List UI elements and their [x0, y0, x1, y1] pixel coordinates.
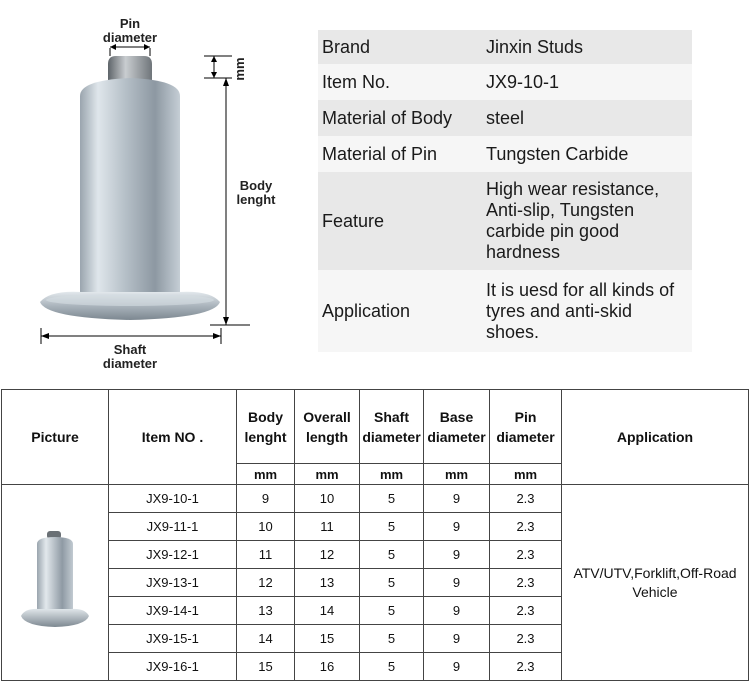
cell-overall-length: 16 — [295, 653, 360, 681]
spec-value: JX9-10-1 — [482, 64, 692, 100]
product-table — [1, 389, 749, 681]
unit-cell: mm — [237, 464, 295, 485]
cell-base-diameter: 9 — [424, 597, 490, 625]
header-item-no: Item NO . — [109, 390, 237, 485]
cell-body-length: 15 — [237, 653, 295, 681]
cell-shaft-diameter: 5 — [360, 541, 424, 569]
stud-pin — [108, 56, 152, 80]
cell-body-length: 10 — [237, 513, 295, 541]
pin-diameter-label — [90, 17, 170, 45]
spec-key: Material of Body — [318, 100, 482, 136]
cell-overall-length: 10 — [295, 485, 360, 513]
spec-value: steel — [482, 100, 692, 136]
cell-shaft-diameter: 5 — [360, 653, 424, 681]
cell-pin-diameter: 2.3 — [490, 625, 562, 653]
shaft-label-line2: diameter — [102, 356, 158, 371]
cell-base-diameter: 9 — [424, 569, 490, 597]
product-picture-cell — [2, 485, 109, 681]
unit-cell: mm — [490, 464, 562, 485]
cell-base-diameter: 9 — [424, 513, 490, 541]
body-length-label — [228, 179, 284, 207]
cell-shaft-diameter: 5 — [360, 513, 424, 541]
spec-key: Material of Pin — [318, 136, 482, 172]
body-label-line2: lenght — [236, 192, 276, 207]
pin-label-line2: diameter — [102, 30, 158, 45]
stud-body — [80, 78, 180, 296]
header-overall-length: Overall length — [295, 390, 360, 464]
cell-item-no: JX9-12-1 — [109, 541, 237, 569]
cell-pin-diameter: 2.3 — [490, 513, 562, 541]
header-row — [2, 390, 749, 464]
cell-body-length: 9 — [237, 485, 295, 513]
cell-item-no: JX9-14-1 — [109, 597, 237, 625]
spec-key: Brand — [318, 30, 482, 64]
cell-shaft-diameter: 5 — [360, 485, 424, 513]
cell-application: ATV/UTV,Forklift,Off-Road Vehicle — [562, 485, 749, 681]
spec-row-item-no — [318, 64, 692, 100]
spec-key: Item No. — [318, 64, 482, 100]
spec-table — [318, 30, 692, 352]
cell-overall-length: 12 — [295, 541, 360, 569]
cell-body-length: 12 — [237, 569, 295, 597]
cell-body-length: 14 — [237, 625, 295, 653]
cell-overall-length: 11 — [295, 513, 360, 541]
spec-row-application — [318, 270, 692, 352]
cell-item-no: JX9-11-1 — [109, 513, 237, 541]
cell-overall-length: 14 — [295, 597, 360, 625]
cell-pin-diameter: 2.3 — [490, 541, 562, 569]
cell-shaft-diameter: 5 — [360, 569, 424, 597]
spec-key: Application — [318, 270, 482, 352]
spec-row-material-body — [318, 100, 692, 136]
header-base-diameter: Base diameter — [424, 390, 490, 464]
unit-cell: mm — [360, 464, 424, 485]
header-pin-diameter: Pin diameter — [490, 390, 562, 464]
spec-value: Jinxin Studs — [482, 30, 692, 64]
spec-row-feature — [318, 172, 692, 270]
cell-base-diameter: 9 — [424, 653, 490, 681]
cell-base-diameter: 9 — [424, 485, 490, 513]
cell-base-diameter: 9 — [424, 625, 490, 653]
spec-value: It is uesd for all kinds of tyres and anti-skid shoes. — [482, 270, 692, 352]
cell-item-no: JX9-16-1 — [109, 653, 237, 681]
header-application: Application — [562, 390, 749, 485]
unit-cell: mm — [295, 464, 360, 485]
cell-overall-length: 13 — [295, 569, 360, 597]
spec-value: High wear resistance, Anti-slip, Tungsten carbide pin good hardness — [482, 172, 692, 270]
cell-base-diameter: 9 — [424, 541, 490, 569]
header-shaft-diameter: Shaft diameter — [360, 390, 424, 464]
cell-pin-diameter: 2.3 — [490, 569, 562, 597]
shaft-label-line1: Shaft — [113, 342, 147, 357]
cell-body-length: 13 — [237, 597, 295, 625]
cell-item-no: JX9-13-1 — [109, 569, 237, 597]
cell-body-length: 11 — [237, 541, 295, 569]
body-label-line1: Body — [239, 178, 273, 193]
shaft-diameter-label — [90, 343, 170, 371]
mm-label: mm — [232, 57, 247, 81]
cell-overall-length: 15 — [295, 625, 360, 653]
table-row — [2, 485, 749, 513]
header-picture: Picture — [2, 390, 109, 485]
cell-item-no: JX9-15-1 — [109, 625, 237, 653]
pin-label-line1: Pin — [119, 16, 141, 31]
cell-shaft-diameter: 5 — [360, 625, 424, 653]
stud-thumbnail — [15, 526, 95, 636]
cell-pin-diameter: 2.3 — [490, 597, 562, 625]
spec-row-brand — [318, 30, 692, 64]
cell-pin-diameter: 2.3 — [490, 653, 562, 681]
cell-shaft-diameter: 5 — [360, 597, 424, 625]
spec-key: Feature — [318, 172, 482, 270]
unit-cell: mm — [424, 464, 490, 485]
cell-pin-diameter: 2.3 — [490, 485, 562, 513]
cell-item-no: JX9-10-1 — [109, 485, 237, 513]
header-body-length: Body lenght — [237, 390, 295, 464]
spec-row-material-pin — [318, 136, 692, 172]
spec-value: Tungsten Carbide — [482, 136, 692, 172]
